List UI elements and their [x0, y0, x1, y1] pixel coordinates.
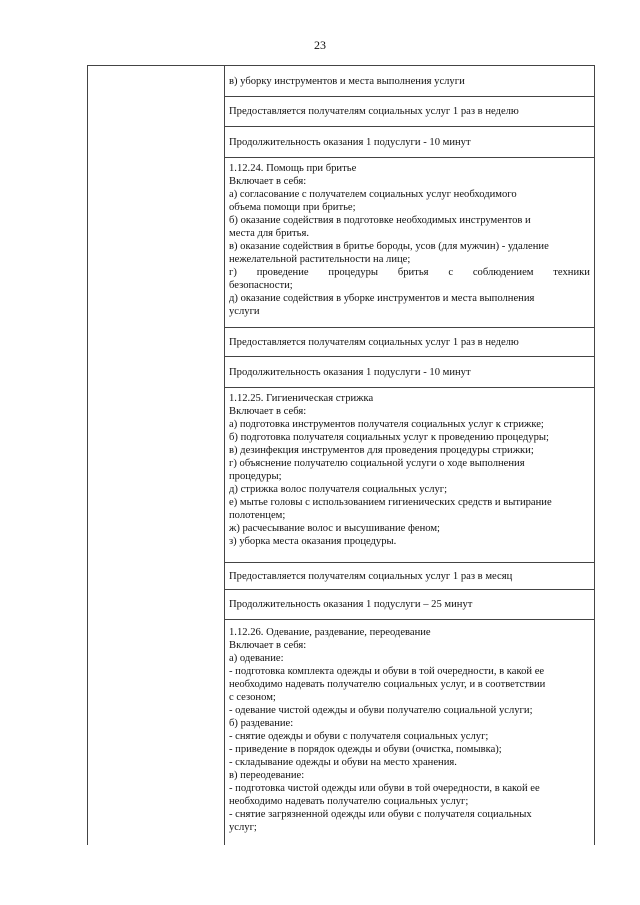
- row-line: услуги: [229, 306, 260, 317]
- row-line: в) переодевание:: [229, 770, 305, 781]
- row-line: нежелательной растительности на лице;: [229, 254, 411, 265]
- row-line: г) проведение процедуры бритья с соблюдением техники: [229, 267, 590, 278]
- table-row: [225, 97, 594, 127]
- row-line: - подготовка чистой одежды или обуви в той очередности, в какой ее: [229, 783, 540, 794]
- row-line: Включает в себя:: [229, 406, 307, 417]
- row-line: б) подготовка получателя социальных услуг к проведению процедуры;: [229, 432, 549, 443]
- row-line: - подготовка комплекта одежды и обуви в той очередности, в какой ее: [229, 666, 545, 677]
- row-line: а) согласование с получателем социальных услуг необходимого: [229, 189, 517, 200]
- row-line: - одевание чистой одежды и обуви получателю социальной услуги;: [229, 705, 533, 716]
- table-row: [225, 357, 594, 388]
- row-line: с сезоном;: [229, 692, 276, 703]
- row-line: - складывание одежды и обуви на место хранения.: [229, 757, 457, 768]
- row-line: Включает в себя:: [229, 640, 307, 651]
- table-row: [225, 66, 594, 97]
- row-line: з) уборка места оказания процедуры.: [229, 536, 397, 547]
- row-line: места для бритья.: [229, 228, 310, 239]
- row-line: ж) расчесывание волос и высушивание феном;: [229, 523, 440, 534]
- row-text: Продолжительность оказания 1 подуслуги - 10 минут: [229, 366, 471, 378]
- row-line: д) оказание содействия в уборке инструментов и места выполнения: [229, 293, 535, 304]
- table-row: [225, 328, 594, 357]
- row-text: Предоставляется получателям социальных услуг 1 раз в неделю: [229, 336, 519, 348]
- section-title: 1.12.24. Помощь при бритье: [229, 163, 357, 174]
- row-line: б) раздевание:: [229, 718, 294, 729]
- row-line: а) подготовка инструментов получателя социальных услуг к стрижке;: [229, 419, 544, 430]
- row-line: е) мытье головы с использованием гигиенических средств и вытирание: [229, 497, 552, 508]
- table-row: [225, 620, 594, 846]
- row-line: б) оказание содействия в подготовке необходимых инструментов и: [229, 215, 531, 226]
- page-number: 23: [314, 38, 326, 52]
- row-text: Продолжительность оказания 1 подуслуги – 25 минут: [229, 599, 473, 610]
- table-row: [225, 590, 594, 620]
- row-line: - снятие загрязненной одежды или обуви с получателя социальных: [229, 809, 532, 820]
- row-line: необходимо надевать получателю социальных услуг;: [229, 796, 469, 807]
- table-row: [225, 563, 594, 590]
- row-line: объема помощи при бритье;: [229, 202, 356, 213]
- row-text: Предоставляется получателям социальных услуг 1 раз в неделю: [229, 106, 519, 117]
- table-row: [225, 388, 594, 563]
- row-line: процедуры;: [229, 471, 282, 482]
- row-text: в) уборку инструментов и места выполнения услуги: [229, 75, 465, 87]
- row-line: г) объяснение получателю социальной услуги о ходе выполнения: [229, 458, 525, 469]
- table-row: [225, 127, 594, 158]
- row-line: в) оказание содействия в бритье бороды, усов (для мужчин) - удаление: [229, 241, 549, 252]
- row-line: необходимо надевать получателю социальных услуг, и в соответствии: [229, 679, 546, 690]
- table-row: [225, 158, 594, 328]
- row-line: услуг;: [229, 822, 257, 833]
- row-line: - снятие одежды и обуви с получателя социальных услуг;: [229, 731, 489, 742]
- row-text: Продолжительность оказания 1 подуслуги - 10 минут: [229, 136, 471, 148]
- section-title: 1.12.26. Одевание, раздевание, переодевание: [229, 627, 431, 638]
- row-line: д) стрижка волос получателя социальных услуг;: [229, 484, 448, 495]
- row-line: Включает в себя:: [229, 176, 307, 187]
- services-table: [87, 65, 595, 845]
- section-title: 1.12.25. Гигиеническая стрижка: [229, 393, 374, 404]
- row-line: - приведение в порядок одежды и обуви (очистка, помывка);: [229, 744, 502, 755]
- row-line: полотенцем;: [229, 510, 286, 521]
- row-text: Предоставляется получателям социальных услуг 1 раз в месяц: [229, 570, 513, 582]
- row-line: безопасности;: [229, 280, 293, 291]
- row-line: а) одевание:: [229, 653, 284, 664]
- row-line: в) дезинфекция инструментов для проведения процедуры стрижки;: [229, 445, 534, 456]
